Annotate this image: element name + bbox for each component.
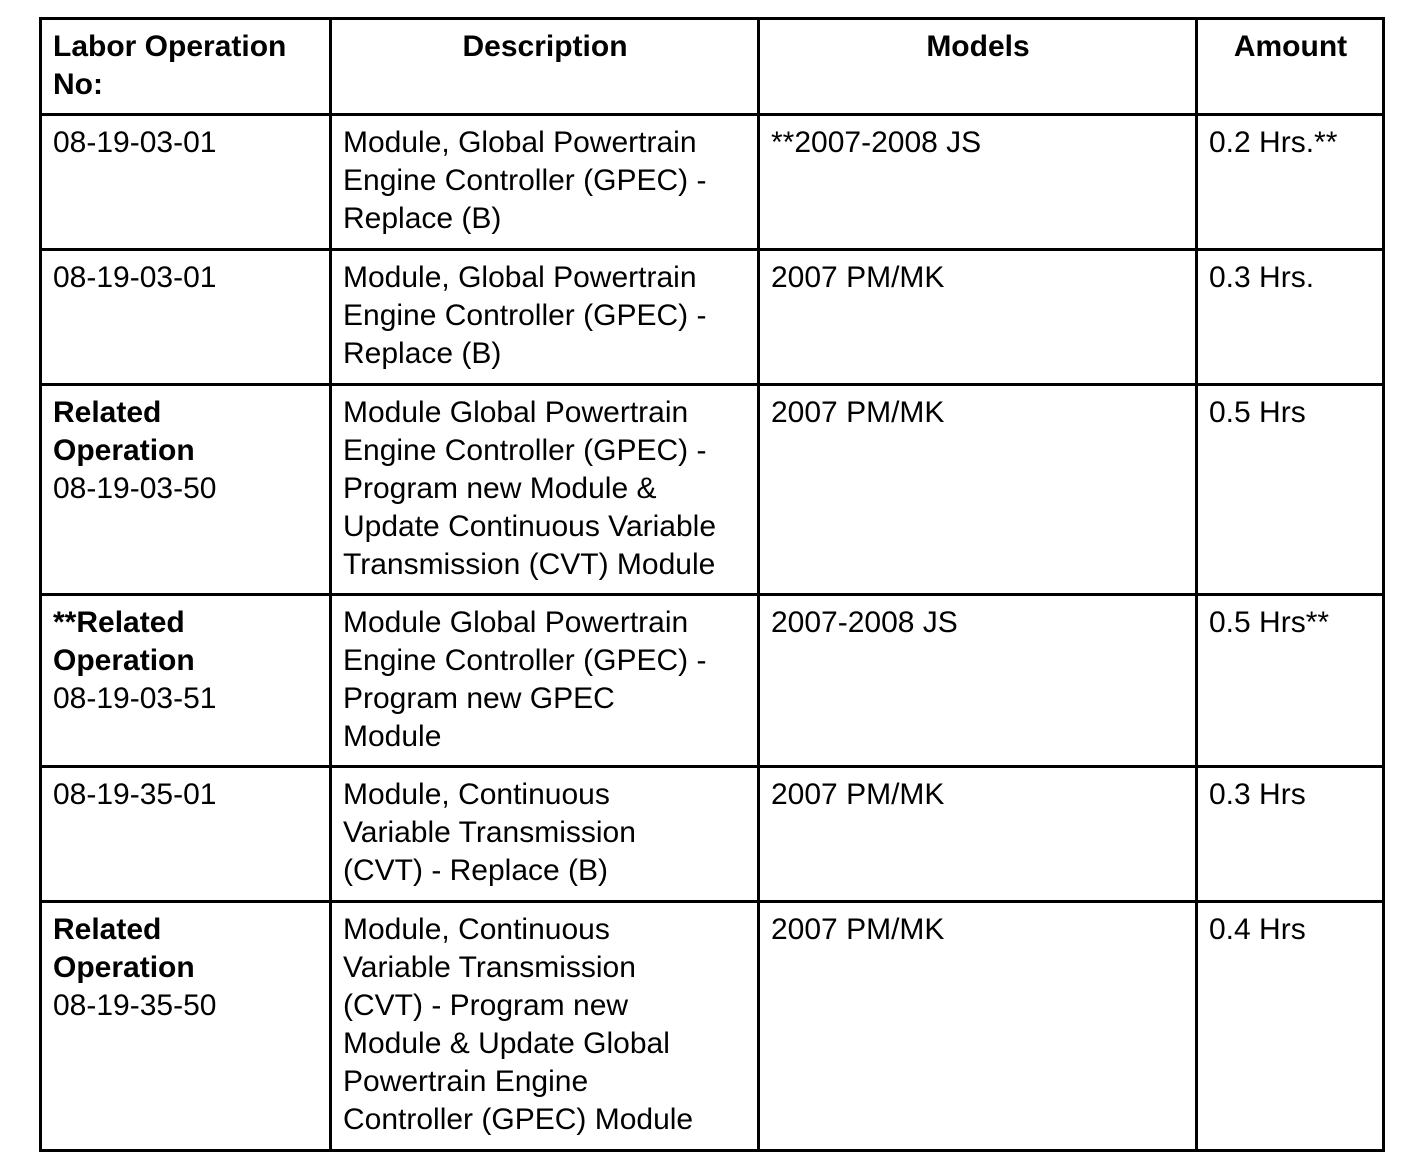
description-cell (331, 902, 759, 1151)
labor-operation-code: 08-19-35-01 (53, 778, 217, 811)
amount-cell: 0.3 Hrs (1197, 767, 1384, 902)
description-line: Variable Transmission (343, 951, 636, 984)
description-line: (CVT) - Replace (B) (343, 854, 609, 887)
description-line: Replace (B) (343, 202, 502, 235)
labor-operations-table (39, 17, 1385, 1152)
labor-operation-cell (41, 767, 331, 902)
description-cell (331, 767, 759, 902)
table-row (41, 767, 1384, 902)
labor-operation-code: 08-19-03-01 (53, 126, 217, 159)
labor-operation-cell (41, 115, 331, 250)
description-line: Program new Module & (343, 472, 657, 505)
related-operation-label: Related (53, 396, 162, 429)
labor-operation-cell (41, 385, 331, 595)
description-line: Module Global Powertrain (343, 606, 689, 639)
description-line: Engine Controller (GPEC) - (343, 434, 707, 467)
description-line: Update Continuous Variable (343, 510, 717, 543)
models-cell: **2007-2008 JS (759, 115, 1197, 250)
related-operation-label: Operation (53, 644, 195, 677)
description-line: Module & Update Global (343, 1027, 670, 1060)
table-row (41, 385, 1384, 595)
description-line: Module, Continuous (343, 913, 610, 946)
table-row (41, 115, 1384, 250)
description-cell (331, 250, 759, 385)
header-labor-operation: Labor Operation No: (41, 19, 331, 115)
description-line: Transmission (CVT) Module (343, 548, 716, 581)
description-line: Controller (GPEC) Module (343, 1103, 694, 1136)
labor-operation-code: 08-19-35-50 (53, 989, 217, 1022)
amount-cell: 0.3 Hrs. (1197, 250, 1384, 385)
description-line: Module, Global Powertrain (343, 261, 697, 294)
description-line: Module, Global Powertrain (343, 126, 697, 159)
table-row (41, 250, 1384, 385)
description-line: Engine Controller (GPEC) - (343, 644, 707, 677)
models-cell: 2007 PM/MK (759, 250, 1197, 385)
models-cell: 2007 PM/MK (759, 767, 1197, 902)
related-operation-label: Operation (53, 434, 195, 467)
header-models: Models (759, 19, 1197, 115)
description-line: Engine Controller (GPEC) - (343, 299, 707, 332)
description-line: Module (343, 720, 442, 753)
models-cell: 2007 PM/MK (759, 385, 1197, 595)
description-line: Module Global Powertrain (343, 396, 689, 429)
related-operation-label: **Related (53, 606, 185, 639)
amount-cell: 0.5 Hrs** (1197, 595, 1384, 767)
description-cell (331, 115, 759, 250)
labor-operation-cell (41, 595, 331, 767)
table-row (41, 902, 1384, 1151)
labor-operation-code: 08-19-03-01 (53, 261, 217, 294)
models-cell: 2007 PM/MK (759, 902, 1197, 1151)
labor-operation-cell (41, 902, 331, 1151)
header-description: Description (331, 19, 759, 115)
description-line: Module, Continuous (343, 778, 610, 811)
description-line: Replace (B) (343, 337, 502, 370)
description-line: (CVT) - Program new (343, 989, 629, 1022)
description-cell (331, 385, 759, 595)
amount-cell: 0.5 Hrs (1197, 385, 1384, 595)
header-amount: Amount (1197, 19, 1384, 115)
models-cell: 2007-2008 JS (759, 595, 1197, 767)
related-operation-label: Related (53, 913, 162, 946)
description-line: Powertrain Engine (343, 1065, 589, 1098)
table-row (41, 595, 1384, 767)
header-row (41, 19, 1384, 115)
amount-cell: 0.4 Hrs (1197, 902, 1384, 1151)
description-line: Variable Transmission (343, 816, 636, 849)
related-operation-label: Operation (53, 951, 195, 984)
amount-cell: 0.2 Hrs.** (1197, 115, 1384, 250)
description-cell (331, 595, 759, 767)
labor-operation-code: 08-19-03-51 (53, 682, 217, 715)
labor-operation-cell (41, 250, 331, 385)
description-line: Engine Controller (GPEC) - (343, 164, 707, 197)
labor-operation-code: 08-19-03-50 (53, 472, 217, 505)
description-line: Program new GPEC (343, 682, 615, 715)
